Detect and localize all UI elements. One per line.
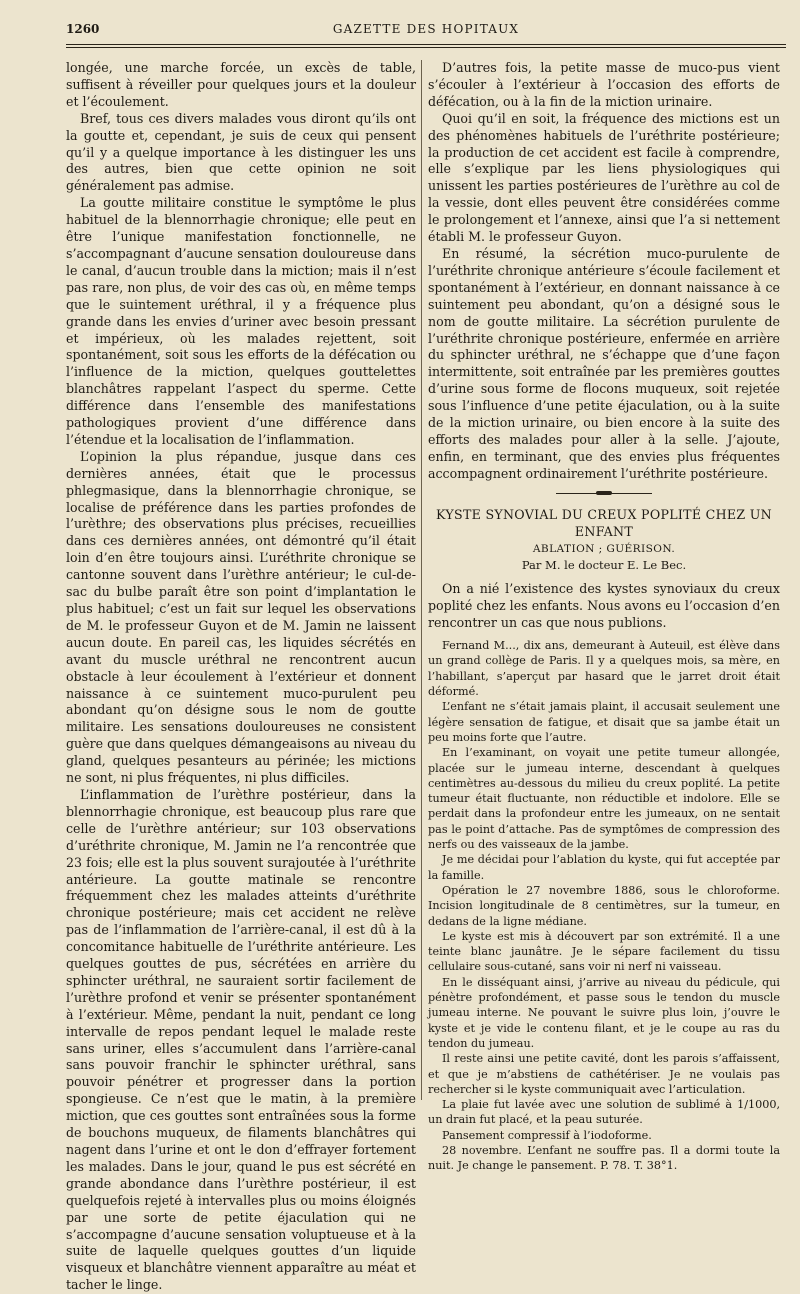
paragraph: Quoi qu’il en soit, la fréquence des mictions est un des phénomènes habituels de l’uréthrite postérieure; la production de cet accident est facile à comprendre, elle s’explique par les liens physiologiques qui unissent les parties postérieures de l’urèthre au col de la vessie, dont elles peuvent être considérées comme le prolongement et l’annexe, ainsi que l’a si nettement établi M. le professeur Guyon. <box>428 110 780 245</box>
case-paragraph: Le kyste est mis à découvert par son extrémité. Il a une teinte blanc jaunâtre. Je le sépare facilement du tissu cellulaire sous-cutané, sans voir ni nerf ni vaisseau. <box>428 929 780 974</box>
article-author: Par M. le docteur E. Le Bec. <box>521 558 687 573</box>
paragraph: L’opinion la plus répandue, jusque dans ces dernières années, était que le processus phlegmasique, dans la blennorrhagie chronique, se localise de préférence dans les parties profondes de l’urèthre; des observations plus précises, recueillies dans ces dernières années, ont démontré qu’il était loin d’en être toujours ainsi. L’uréthrite chronique se cantonne souvent dans l’urèthre antérieur; le cul-de-sac du bulbe paraît être son point d’implantation le plus habituel; c’est un fait sur lequel les observations de M. le professeur Guyon et de M. Jamin ne laissent aucun doute. En pareil cas, les liquides sécrétés en avant du muscle uréthral ne rencontrent aucun obstacle à leur écoulement à l’extérieur et donnent naissance à ce suintement muco-purulent peu abondant qu’on désigne sous le nom de goutte militaire. Les sensations douloureuses ne consistent guère que dans quelques démangeaisons au niveau du gland, quelques pesanteurs au périnée; les mictions ne sont, ni plus fréquentes, ni plus difficiles. <box>66 448 416 786</box>
article-subtitle: ABLATION ; GUÉRISON. <box>532 543 676 556</box>
header-rule <box>66 44 786 45</box>
case-paragraph: Fernand M..., dix ans, demeurant à Auteuil, est élève dans un grand collège de Paris. Il y a quelques mois, sa mère, en l’habillant, s’aperçut par hasard que le jarret droit était déformé. <box>428 639 780 699</box>
case-paragraph: En le disséquant ainsi, j’arrive au niveau du pédicule, qui pénètre profondément, et passe sous le tendon du muscle jumeau interne. Ne pouvant le suivre plus loin, j’ouvre le kyste et je vide le contenu filant, et je le coupe au ras du tendon du jumeau. <box>428 975 780 1050</box>
page-number: 1260 <box>66 22 100 36</box>
column-divider <box>421 60 422 1100</box>
paragraph: D’autres fois, la petite masse de muco-pus vient s’écouler à l’extérieur à l’occasion des efforts de défécation, ou à la fin de la miction urinaire. <box>428 60 780 109</box>
page-header <box>66 20 786 42</box>
case-paragraph: L’enfant ne s’était jamais plaint, il accusait seulement une légère sensation de fatigue, et disait que sa jambe était un peu moins forte que l’autre. <box>428 700 780 744</box>
left-column <box>66 60 416 1293</box>
case-paragraph: Je me décidai pour l’ablation du kyste, qui fut acceptée par la famille. <box>428 853 780 882</box>
case-paragraph: Opération le 27 novembre 1886, sous le chloroforme. Incision longitudinale de 8 centimètres, sur la tumeur, en dedans de la ligne médiane. <box>428 883 780 928</box>
header-rule-double <box>66 47 786 48</box>
paragraph: La goutte militaire constitue le symptôme le plus habituel de la blennorrhagie chronique; elle peut en être l’unique manifestation fonctionnelle, ne s’accompagnant d’aucune sensation douloureuse dans le canal, d’aucun trouble dans la miction; mais il n’est pas rare, non plus, de voir des cas où, en même temps que le suintement uréthral, il y a fréquence plus grande dans les envies d’uriner avec besoin pressant et impérieux, où les malades rejettent, soit spontanément, soit sous les efforts de la défécation ou l’influence de la miction, quelques gouttelettes blanchâtres rappelant l’aspect du sperme. Cette différence dans l’ensemble des manifestations pathologiques provient d’une différence dans l’étendue et la localisation de l’inflammation. <box>66 195 416 447</box>
paragraph: Bref, tous ces divers malades vous diront qu’ils ont la goutte et, cependant, je suis de ceux qui pensent qu’il y a quelque importance à les distinguer les uns des autres, bien que cette opinion ne soit généralement pas admise. <box>66 110 416 194</box>
right-column <box>428 60 780 1173</box>
journal-title: GAZETTE DES HOPITAUX <box>332 22 520 36</box>
paragraph: longée, une marche forcée, un excès de table, suffisent à réveiller pour quelques jours et la douleur et l’écoulement. <box>66 60 416 109</box>
case-paragraph: Pansement compressif à l’iodoforme. <box>442 1128 652 1142</box>
article-intro: On a nié l’existence des kystes synoviaux du creux poplité chez les enfants. Nous avons eu l’occasion d’en rencontrer un cas que nous publions. <box>428 581 780 631</box>
case-paragraph: En l’examinant, on voyait une petite tumeur allongée, placée sur le jumeau interne, descendant à quelques centimètres au-dessous du milieu du creux poplité. La petite tumeur était fluctuante, non réductible et indolore. Elle se perdait dans la profondeur entre les jumeaux, on ne sentait pas le point d’attache. Pas de symptômes de compression des nerfs ou des vaisseaux de la jambe. <box>428 746 780 852</box>
paragraph: En résumé, la sécrétion muco-purulente de l’uréthrite chronique antérieure s’écoule facilement et spontanément à l’extérieur, en donnant naissance à ce suintement peu abondant, qu’on a désigné sous le nom de goutte militaire. La sécrétion purulente de l’uréthrite chronique postérieure, enfermée en arrière du sphincter uréthral, ne s’échappe que d’une façon intermittente, soit entraînée par les premières gouttes d’urine sous forme de flocons muqueux, soit rejetée sous l’influence d’une petite éjaculation, ou à la suite de la miction urinaire, ou bien encore à la suite des efforts des malades pour aller à la selle. J’ajoute, enfin, en terminant, que des envies plus fréquentes accompagnent ordinairement l’uréthrite postérieure. <box>428 245 780 481</box>
case-paragraph: Il reste ainsi une petite cavité, dont les parois s’affaissent, et que je m’abstiens de cathétériser. Je ne voulais pas rechercher si le kyste communiquait avec l’articulation. <box>428 1052 780 1096</box>
case-paragraph: 28 novembre. L’enfant ne souffre pas. Il a dormi toute la nuit. Je change le pansement. P. 78. T. 38°1. <box>428 1143 780 1173</box>
paragraph: L’inflammation de l’urèthre postérieur, dans la blennorrhagie chronique, est beaucoup plus rare que celle de l’urèthre antérieur; sur 103 observations d’uréthrite chronique, M. Jamin ne l’a rencontrée que 23 fois; elle est la plus souvent surajoutée à l’uréthrite antérieure. La goutte matinale se rencontre fréquemment chez les malades atteints d’uréthrite chronique postérieure; mais cet accident ne relève pas de l’inflammation de l’arrière-canal, il est dû à la concomitance habituelle de l’uréthrite antérieure. Les quelques gouttes de pus, sécrétées en arrière du sphincter uréthral, ne sauraient sortir facilement de l’urèthre profond et venir se présenter spontanément à l’extérieur. Même, pendant la nuit, pendant ce long intervalle de repos pendant lequel le malade reste sans uriner, elles s’accumulent dans l’arrière-canal sans pouvoir franchir le sphincter uréthral, sans pouvoir pénétrer et progresser dans la portion spongieuse. Ce n’est que le matin, à la première miction, que ces gouttes sont entraînées sous la forme de bouchons muqueux, de filaments blanchâtres qui nagent dans l’urine et ont le don d’effrayer fortement les malades. Dans le jour, quand le pus est sécrété en grande abondance dans l’urèthre postérieur, il est quelquefois rejeté à intervalles plus ou moins éloignés par une sorte de petite éjaculation qui ne s’accompagne d’aucune sensation voluptueuse et à la suite de laquelle quelques gouttes d’un liquide visqueux et blanchâtre viennent apparaître au méat et tacher le linge. <box>66 786 416 1293</box>
section-separator <box>556 491 652 497</box>
article-title: KYSTE SYNOVIAL DU CREUX POPLITÉ CHEZ UN ENFANT <box>436 506 772 539</box>
case-paragraph: La plaie fut lavée avec une solution de sublimé à 1/1000, un drain fut placé, et la peau suturée. <box>428 1098 780 1127</box>
case-report <box>428 638 780 1173</box>
